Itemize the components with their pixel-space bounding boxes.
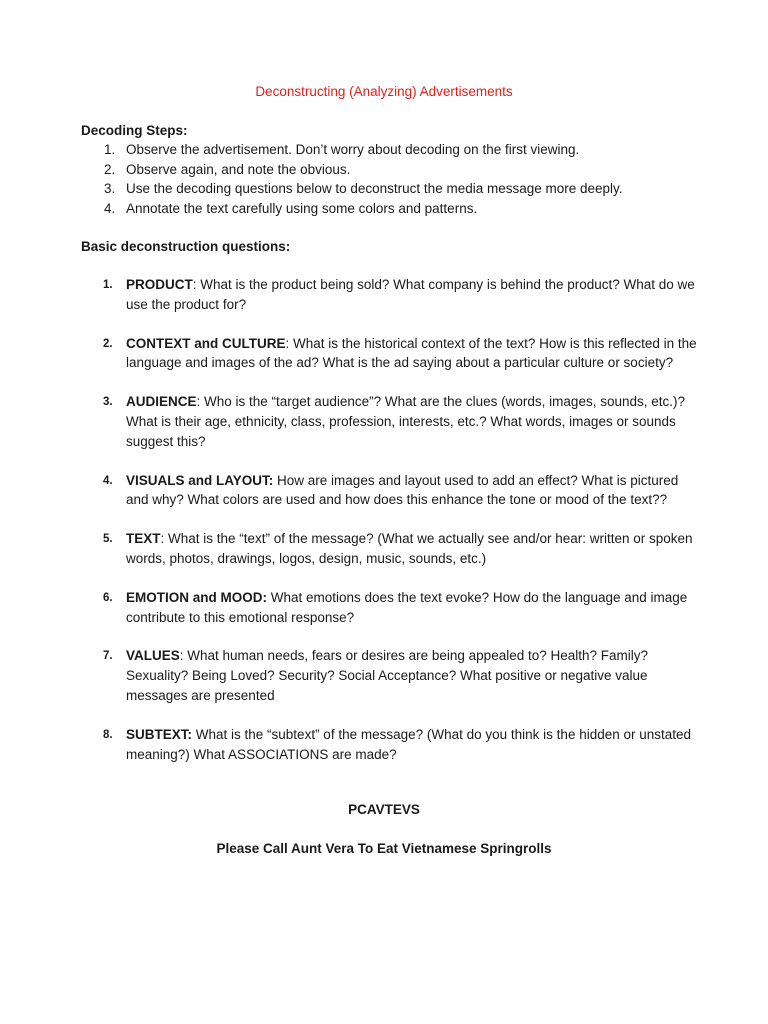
question-number: 1. <box>103 279 113 291</box>
question-text: How are images and layout used to add an effect? What is pictured and why? What colors are used and how does this enhance the tone or mood of the text?? <box>126 472 679 508</box>
decoding-step <box>81 160 701 180</box>
question-number: 6. <box>103 591 113 604</box>
question-item <box>81 471 701 511</box>
question-item <box>81 725 701 765</box>
question-text: What is the “subtext” of the message? (What do you think is the hidden or unstated meaning?) What ASSOCIATIONS are made? <box>126 726 692 762</box>
question-term: VALUES <box>126 648 180 664</box>
question-number: 5. <box>103 533 113 546</box>
question-term: VISUALS and LAYOUT: <box>126 472 274 488</box>
decoding-step <box>81 140 701 160</box>
step-text: Observe the advertisement. Don’t worry about decoding on the first viewing. <box>126 142 580 157</box>
question-text: : What is the historical context of the text? How is this reflected in the language and images of the ad? What is the ad saying about a particular culture or society? <box>126 335 697 371</box>
question-item <box>81 392 701 451</box>
question-item <box>81 646 701 705</box>
question-term: EMOTION and MOOD: <box>126 589 267 605</box>
question-term: CONTEXT and CULTURE <box>126 335 286 351</box>
step-number: 4. <box>104 200 116 216</box>
question-item <box>81 334 701 374</box>
question-text: : What is the product being sold? What company is behind the product? What do we use the product for? <box>126 277 695 312</box>
mnemonic-line: Please Call Aunt Vera To Eat Vietnamese Springrolls <box>216 841 552 856</box>
question-number: 8. <box>103 728 113 741</box>
questions-heading: Basic deconstruction questions: <box>81 239 291 254</box>
question-term: SUBTEXT: <box>126 726 193 742</box>
question-text: What emotions does the text evoke? How do the language and image contribute to this emotional response? <box>126 589 688 625</box>
question-number: 3. <box>103 396 113 409</box>
question-number: 2. <box>103 337 113 350</box>
question-term: AUDIENCE <box>126 394 197 410</box>
question-text: : What human needs, fears or desires are being appealed to? Health? Family? Sexuality? Being Loved? Security? Social Acceptance? What positive or negative value messages are presented <box>126 648 649 703</box>
question-text: : Who is the “target audience”? What are the clues (words, images, sounds, etc.)? What is their age, ethnicity, class, profession, interests, etc.? What words, images or sounds suggest this? <box>126 394 685 449</box>
step-number: 2. <box>104 161 116 177</box>
decoding-step <box>81 199 701 219</box>
step-text: Observe again, and note the obvious. <box>126 161 351 177</box>
question-item <box>81 275 701 315</box>
question-number: 4. <box>103 474 113 487</box>
deconstruction-questions-list <box>81 275 701 783</box>
document-title: Deconstructing (Analyzing) Advertisements <box>255 84 513 99</box>
question-term: TEXT <box>126 531 161 547</box>
question-term: PRODUCT <box>126 277 193 292</box>
step-number: 1. <box>104 142 116 157</box>
step-number: 3. <box>104 181 116 196</box>
step-text: Annotate the text carefully using some colors and patterns. <box>126 200 478 216</box>
step-text: Use the decoding questions below to deconstruct the media message more deeply. <box>126 181 623 196</box>
question-item <box>81 529 701 569</box>
decoding-steps-list <box>81 140 701 218</box>
question-item <box>81 588 701 628</box>
question-text: : What is the “text” of the message? (What we actually see and/or hear: written or spoken words, photos, drawings, logos, design, music, sounds, etc.) <box>126 531 693 566</box>
decoding-steps-heading: Decoding Steps: <box>81 123 188 138</box>
decoding-step <box>81 179 701 199</box>
question-number: 7. <box>103 650 113 663</box>
acronym-line: PCAVTEVS <box>348 802 420 817</box>
